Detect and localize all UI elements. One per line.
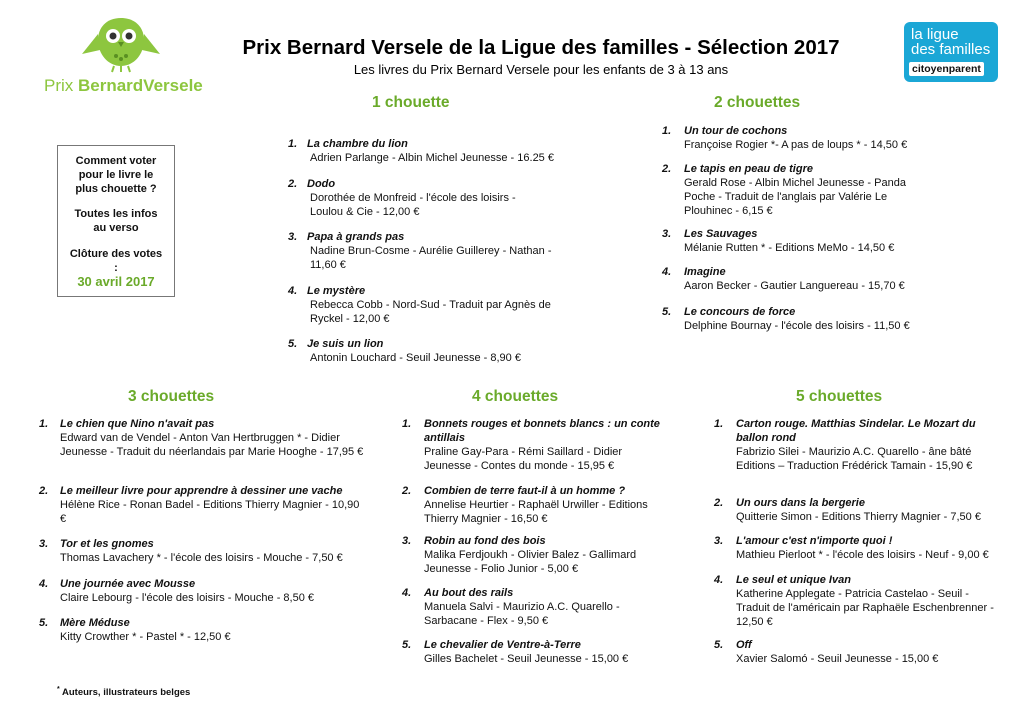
entry-number: 4. <box>402 587 412 599</box>
entry-number: 3. <box>39 538 49 550</box>
prix-versele-logo <box>38 14 208 104</box>
book-details: Quitterie Simon - Editions Thierry Magnier - 7,50 € <box>736 511 981 523</box>
book-details: Xavier Salomó - Seuil Jeunesse - 15,00 € <box>736 653 939 665</box>
book-details: Edward van de Vendel - Anton Van Hertbruggen * - Didier Jeunesse - Traduit du néerlandais par Marie Hooghe - 17,95 € <box>60 432 364 458</box>
book-details: Mélanie Rutten * - Editions MeMo - 14,50 € <box>684 242 895 254</box>
book-title: Papa à grands pas <box>307 231 405 243</box>
entry-number: 5. <box>662 306 672 318</box>
entry-number: 5. <box>288 338 298 350</box>
book-details: Gilles Bachelet - Seuil Jeunesse - 15,00 € <box>424 653 629 665</box>
logo-line-1: la ligue <box>911 26 959 43</box>
book-title: Off <box>736 639 752 651</box>
book-details: Aaron Becker - Gautier Languereau - 15,70 € <box>684 280 905 292</box>
book-title: Les Sauvages <box>684 228 758 240</box>
book-entry <box>39 484 369 526</box>
page-title: Prix Bernard Versele de la Ligue des familles - Sélection 2017 <box>242 36 840 59</box>
book-title: Le tapis en peau de tigre <box>684 163 813 175</box>
book-entry <box>288 177 578 219</box>
book-entry <box>288 230 578 272</box>
book-entry <box>39 417 369 473</box>
entry-number: 2. <box>288 178 298 190</box>
book-title: Le concours de force <box>684 306 796 318</box>
book-title: Bonnets rouges et bonnets blancs : un conte antillais <box>424 418 660 444</box>
book-details: Fabrizio Silei - Maurizio A.C. Quarello - âne bâté Editions – Traduction Frédérick Tamain - 15,90 € <box>736 446 973 472</box>
book-details: Antonin Louchard - Seuil Jeunesse - 8,90 € <box>310 352 521 364</box>
footnote <box>57 686 190 698</box>
book-details: Gerald Rose - Albin Michel Jeunesse - Panda Poche - Traduit de l'anglais par Valérie Le Plouhinec - 6,15 € <box>684 177 906 217</box>
entry-number: 1. <box>39 418 49 430</box>
ligue-des-familles-logo <box>904 22 998 82</box>
book-details: Thomas Lavachery * - l'école des loisirs - Mouche - 7,50 € <box>60 552 343 564</box>
book-title: Dodo <box>307 178 336 190</box>
book-title: La chambre du lion <box>307 138 408 150</box>
vote-info: Toutes les infos au verso <box>74 208 158 234</box>
logo-line-2: des familles <box>911 41 991 58</box>
category-3-heading: 3 chouettes <box>128 388 215 405</box>
entry-number: 1. <box>402 418 412 430</box>
book-title: Le meilleur livre pour apprendre à dessiner une vache <box>60 485 343 497</box>
book-details: Praline Gay-Para - Rémi Saillard - Didier Jeunesse - Contes du monde - 15,95 € <box>424 446 623 472</box>
entry-number: 4. <box>39 578 49 590</box>
book-details: Françoise Rogier *- A pas de loups * - 14,50 € <box>684 139 908 151</box>
book-details: Malika Ferdjoukh - Olivier Balez - Gallimard Jeunesse - Folio Junior - 5,00 € <box>424 549 637 575</box>
book-entry <box>402 534 687 576</box>
owl-icon <box>76 14 166 76</box>
footnote-text: Auteurs, illustrateurs belges <box>59 687 191 699</box>
category-4-heading: 4 chouettes <box>472 388 559 405</box>
book-details: Rebecca Cobb - Nord-Sud - Traduit par Agnès de Ryckel - 12,00 € <box>310 299 551 325</box>
vote-question: Comment voter pour le livre le plus chouette ? <box>75 155 157 195</box>
book-entry <box>39 616 369 644</box>
book-details: Katherine Applegate - Patricia Castelao - Seuil - Traduit de l'américain par Raphaële Eschenbrenner - 12,50 € <box>736 588 994 628</box>
book-entry <box>288 337 578 365</box>
book-title: Imagine <box>684 266 726 278</box>
book-entry <box>714 638 1004 666</box>
book-title: Le seul et unique Ivan <box>736 574 851 586</box>
entry-number: 4. <box>714 574 724 586</box>
logo-tag: citoyenparent <box>909 62 984 76</box>
footnote-mark: * <box>57 686 60 693</box>
book-entry <box>662 265 942 293</box>
entry-number: 5. <box>402 639 412 651</box>
book-entry <box>402 638 687 666</box>
book-details: Kitty Crowther * - Pastel * - 12,50 € <box>60 631 231 643</box>
book-entry <box>662 227 942 255</box>
book-title: Le chien que Nino n'avait pas <box>60 418 215 430</box>
entry-number: 1. <box>662 125 672 137</box>
book-title: Tor et les gnomes <box>60 538 154 550</box>
entry-number: 1. <box>714 418 724 430</box>
category-2-heading: 2 chouettes <box>714 94 801 111</box>
vote-date: 30 avril 2017 <box>77 274 155 289</box>
book-entry <box>714 496 1004 524</box>
book-entry <box>402 417 687 473</box>
category-5-heading: 5 chouettes <box>796 388 883 405</box>
entry-number: 2. <box>662 163 672 175</box>
book-entry <box>39 577 369 605</box>
entry-number: 3. <box>662 228 672 240</box>
book-entry <box>662 305 942 333</box>
page-subtitle: Les livres du Prix Bernard Versele pour les enfants de 3 à 13 ans <box>353 62 729 77</box>
book-entry <box>402 484 687 526</box>
book-title: Au bout des rails <box>424 587 514 599</box>
category-1-heading: 1 chouette <box>372 94 450 111</box>
book-entry <box>402 586 687 628</box>
book-entry <box>662 162 942 218</box>
book-entry <box>714 417 1004 487</box>
book-title: Combien de terre faut-il à un homme ? <box>424 485 626 497</box>
entry-number: 1. <box>288 138 298 150</box>
entry-number: 3. <box>288 231 298 243</box>
logo-brand-text: Prix BernardVersele <box>44 76 203 95</box>
entry-number: 2. <box>39 485 49 497</box>
entry-number: 4. <box>288 285 298 297</box>
book-title: Mère Méduse <box>60 617 130 629</box>
book-entry <box>714 573 1004 629</box>
vote-closing: Clôture des votes : <box>69 248 163 274</box>
book-entry <box>39 537 369 565</box>
book-details: Nadine Brun-Cosme - Aurélie Guillerey - Nathan - 11,60 € <box>310 245 552 271</box>
entry-number: 2. <box>714 497 724 509</box>
book-details: Annelise Heurtier - Raphaël Urwiller - Editions Thierry Magnier - 16,50 € <box>424 499 648 525</box>
book-details: Claire Lebourg - l'école des loisirs - Mouche - 8,50 € <box>60 592 314 604</box>
book-title: Je suis un lion <box>307 338 384 350</box>
entry-number: 4. <box>662 266 672 278</box>
book-details: Dorothée de Monfreid - l'école des loisirs - Loulou & Cie - 12,00 € <box>310 192 516 218</box>
book-title: Un tour de cochons <box>684 125 788 137</box>
book-title: Une journée avec Mousse <box>60 578 196 590</box>
book-details: Manuela Salvi - Maurizio A.C. Quarello - Sarbacane - Flex - 9,50 € <box>424 601 620 627</box>
book-details: Mathieu Pierloot * - l'école des loisirs - Neuf - 9,00 € <box>736 549 989 561</box>
entry-number: 2. <box>402 485 412 497</box>
book-details: Hélène Rice - Ronan Badel - Editions Thierry Magnier - 10,90 € <box>60 499 360 525</box>
book-title: Le chevalier de Ventre-à-Terre <box>424 639 581 651</box>
book-title: Un ours dans la bergerie <box>736 497 865 509</box>
entry-number: 5. <box>39 617 49 629</box>
book-title: Le mystère <box>307 285 366 297</box>
book-title: Robin au fond des bois <box>424 535 546 547</box>
book-entry <box>662 124 942 152</box>
book-title: Carton rouge. Matthias Sindelar. Le Mozart du ballon rond <box>736 418 976 444</box>
book-title: L'amour c'est n'importe quoi ! <box>736 535 893 547</box>
book-entry <box>288 284 578 326</box>
book-details: Delphine Bournay - l'école des loisirs - 11,50 € <box>684 320 910 332</box>
book-entry <box>288 137 578 165</box>
book-entry <box>714 534 1004 562</box>
entry-number: 3. <box>714 535 724 547</box>
entry-number: 5. <box>714 639 724 651</box>
book-details: Adrien Parlange - Albin Michel Jeunesse - 16.25 € <box>310 152 554 164</box>
entry-number: 3. <box>402 535 412 547</box>
vote-info-box <box>57 145 175 297</box>
